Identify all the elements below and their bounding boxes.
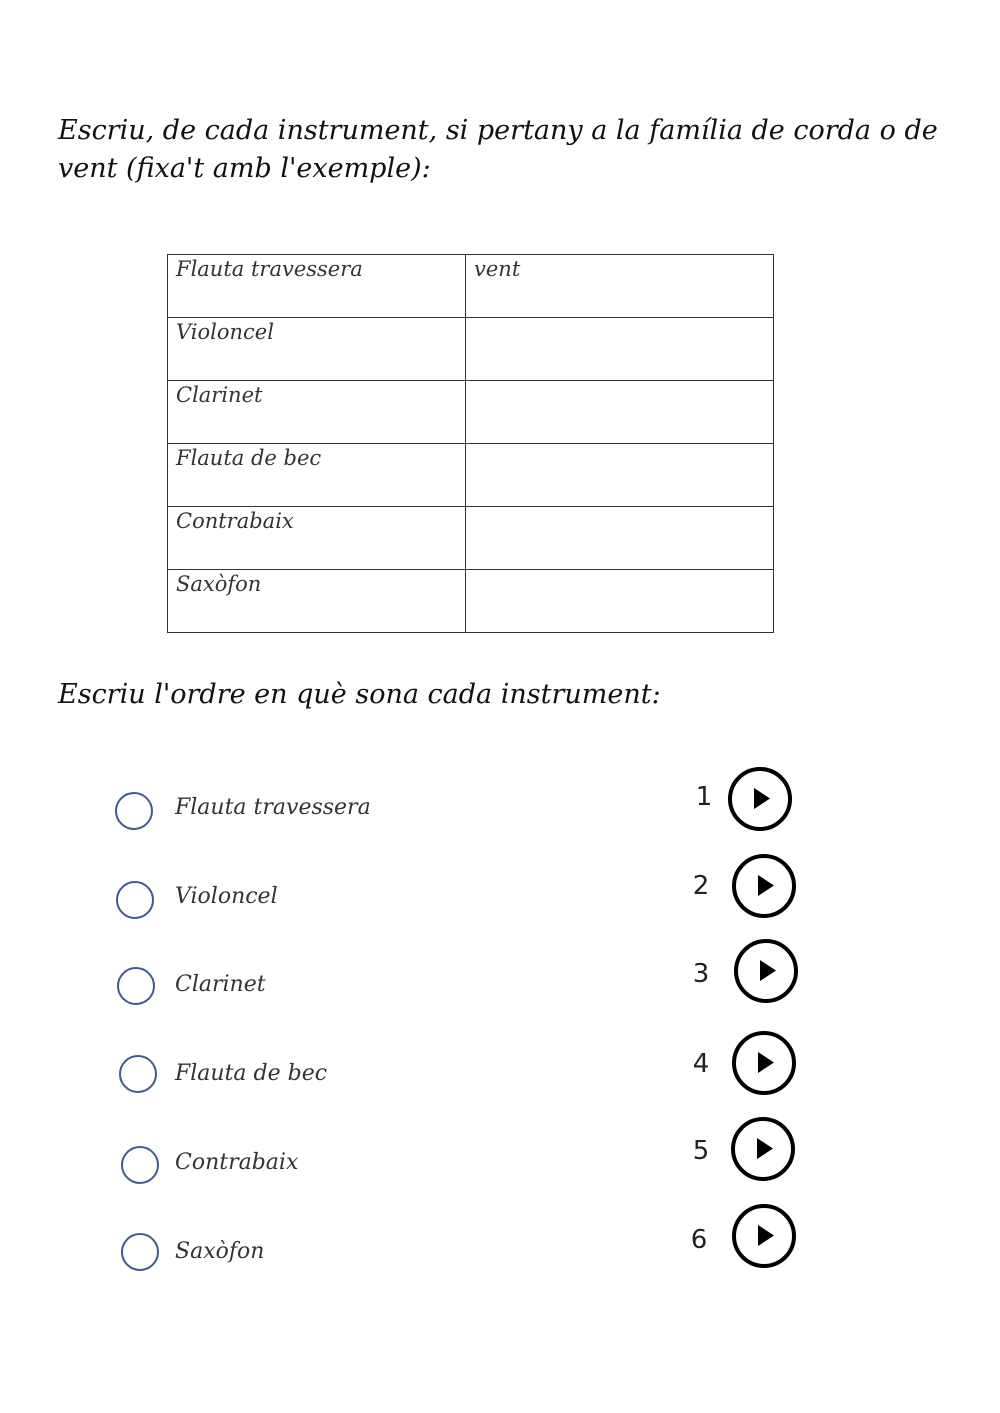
audio-number: 2 [692, 871, 710, 901]
play-icon [736, 1208, 791, 1263]
family-answer-cell[interactable]: vent [466, 255, 774, 318]
instrument-cell: Violoncel [168, 318, 466, 381]
order-radio[interactable] [117, 967, 155, 1005]
order-radio[interactable] [121, 1146, 159, 1184]
order-item-label: Flauta de bec [175, 1061, 328, 1086]
play-button[interactable] [731, 1117, 795, 1181]
order-item-label: Saxòfon [175, 1239, 265, 1264]
order-item-label: Flauta travessera [175, 795, 371, 820]
instrument-cell: Contrabaix [168, 507, 466, 570]
instrument-cell: Flauta de bec [168, 444, 466, 507]
play-icon [736, 858, 791, 913]
audio-number: 3 [692, 959, 710, 989]
family-table [167, 254, 774, 633]
family-answer-cell[interactable] [466, 507, 774, 570]
order-item-label: Violoncel [175, 884, 278, 909]
play-icon [736, 1035, 791, 1090]
play-icon [735, 1121, 790, 1176]
order-radio[interactable] [121, 1233, 159, 1271]
audio-number: 1 [695, 782, 713, 812]
play-button[interactable] [728, 767, 792, 831]
order-item-label: Clarinet [175, 972, 266, 997]
family-answer-cell[interactable] [466, 444, 774, 507]
play-button[interactable] [732, 854, 796, 918]
play-button[interactable] [734, 939, 798, 1003]
family-answer-cell[interactable] [466, 570, 774, 633]
table-row [168, 507, 774, 570]
table-row [168, 318, 774, 381]
table-row [168, 444, 774, 507]
audio-number: 5 [692, 1136, 710, 1166]
instrument-cell: Clarinet [168, 381, 466, 444]
play-icon [732, 771, 787, 826]
family-answer-cell[interactable] [466, 381, 774, 444]
order-radio[interactable] [116, 881, 154, 919]
order-radio[interactable] [119, 1055, 157, 1093]
instrument-cell: Saxòfon [168, 570, 466, 633]
table-row [168, 570, 774, 633]
play-icon [738, 943, 793, 998]
instruction-family: Escriu, de cada instrument, si pertany a la família de corda o de vent (fixa't amb l'exemple): [58, 115, 938, 184]
table-row [168, 381, 774, 444]
family-answer-cell[interactable] [466, 318, 774, 381]
instrument-cell: Flauta travessera [168, 255, 466, 318]
play-button[interactable] [732, 1031, 796, 1095]
order-radio[interactable] [115, 792, 153, 830]
table-row [168, 255, 774, 318]
audio-number: 4 [692, 1049, 710, 1079]
play-button[interactable] [732, 1204, 796, 1268]
audio-number: 6 [690, 1225, 708, 1255]
instruction-order: Escriu l'ordre en què sona cada instrument: [58, 679, 661, 710]
order-item-label: Contrabaix [175, 1150, 299, 1175]
